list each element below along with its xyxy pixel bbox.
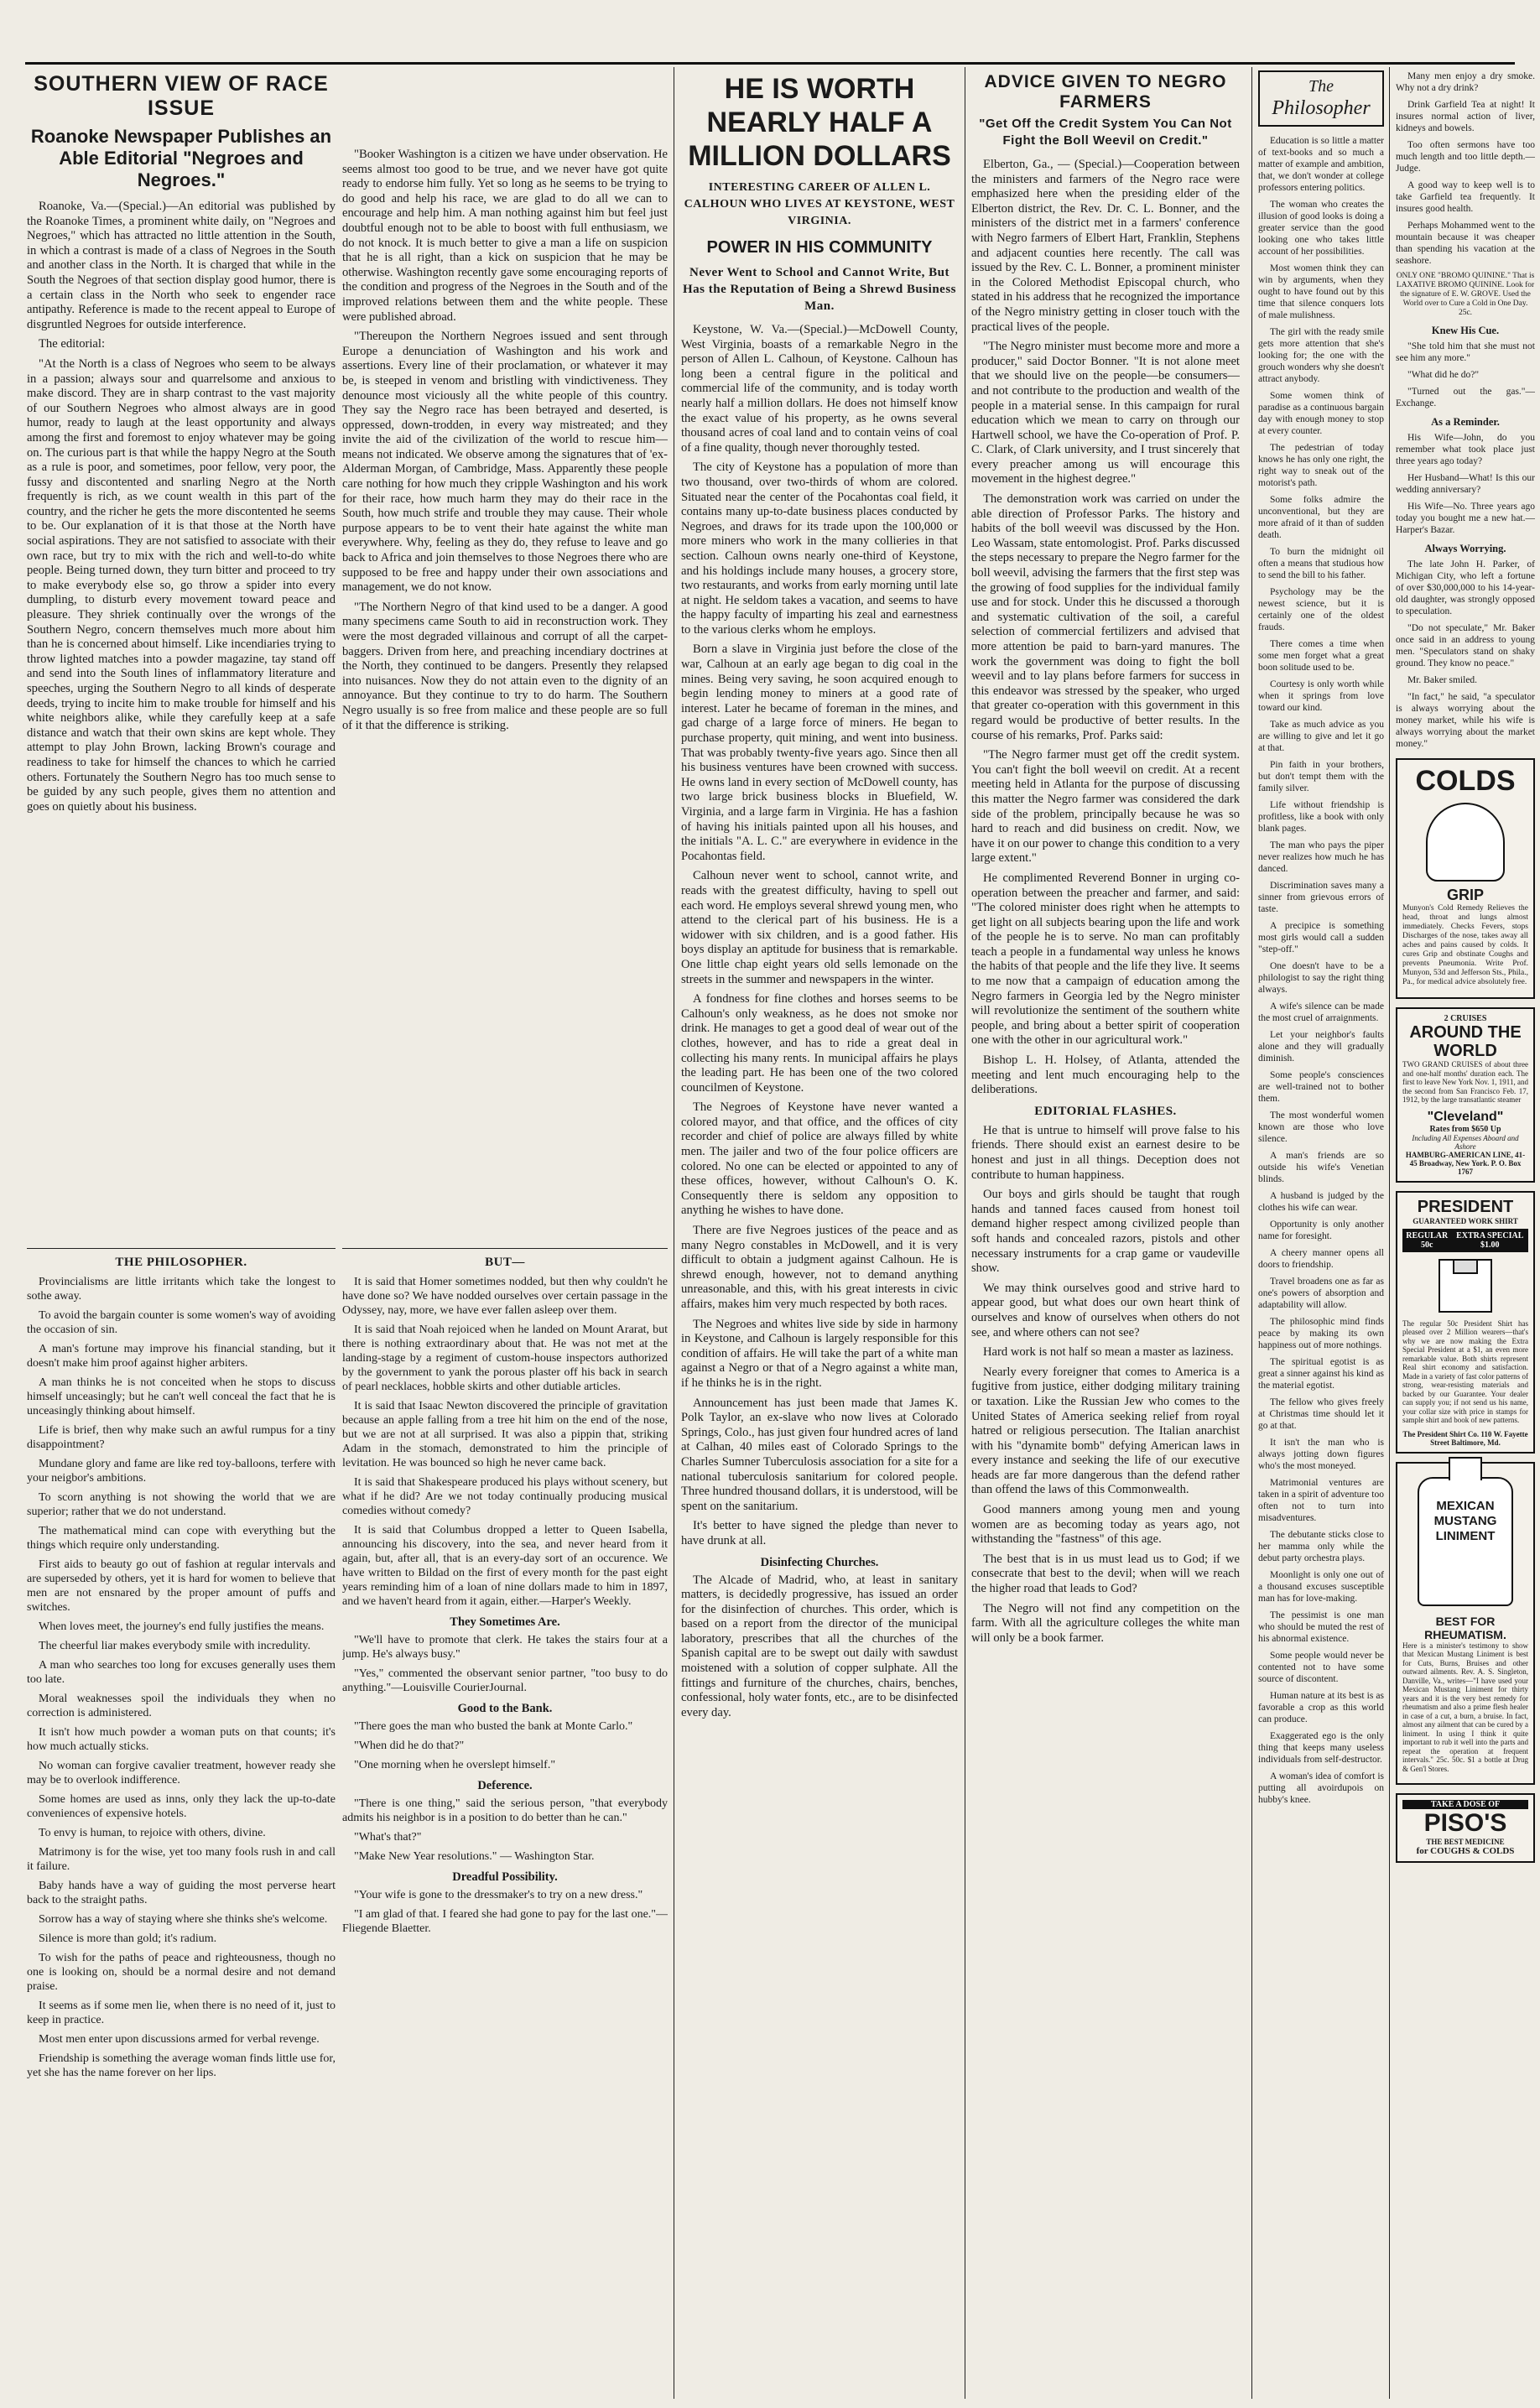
paragraph: A husband is judged by the clothes his wife can wear. bbox=[1258, 1191, 1384, 1213]
paragraph: "I am glad of that. I feared she had gone to pay for the last one."—Fliegende Blaetter. bbox=[342, 1908, 668, 1935]
headline-half-million: HE IS WORTH NEARLY HALF A MILLION DOLLARS bbox=[688, 73, 951, 172]
paragraph: He complimented Reverend Bonner in urging co-operation between the preacher and farmer, and said: "The colored minister does right when he attempts to get light on all subjects bearing upon the life and work of the people he is to serve. No man can profitably teach a people in a fundamental way unless he knows the habits of that people and the life they live. It seems to me now that a campaign of education among the Negro farmers in Georgia led by the Negro minister will revolutionize the sentiment of the southern white people, and bring about a better spirit of cooperation one with the other in our agricultural work." bbox=[971, 871, 1240, 1048]
paragraph: The Negro will not find any competition on the farm. With all the agriculture colleges the white man will only be a book farmer. bbox=[971, 1601, 1240, 1645]
paragraph: Life without friendship is profitless, like a book with only blank pages. bbox=[1258, 800, 1384, 834]
paragraph: Calhoun never went to school, cannot write, and reads with the greatest difficulty, having to spell out each word. He employs several shrewd young men, who attend to the clerical part of his business. He is a widower with six children, and is a good father. His boys display an aptitude for business that is remarkable. One little chap eight years old sells lemonade on the streets in the summer and newspapers in the winter. bbox=[681, 869, 958, 986]
paragraph: The Alcade of Madrid, who, at least in sanitary matters, is decidedly progressive, has issued an order for the disinfection of churches. This order, which is based on a report from the director of the municipal laboratory, prescribes that all the churches of the Spanish capital are to be swept out daily with sawdust moistened with a solution of copper sulphate. All the fittings and furniture of the churches, chairs, benches, confessional, holy water fonts, etc., are to be disinfected every day. bbox=[681, 1573, 958, 1719]
paragraph: Opportunity is only another name for foresight. bbox=[1258, 1220, 1384, 1241]
headline-negro-farmers: ADVICE GIVEN TO NEGRO FARMERS bbox=[984, 72, 1227, 112]
paragraph: "Booker Washington is a citizen we have under observation. He seems almost too good to be true, and we never have got quite ready to endorse him fully. Yet so long as he seems to be trying to do good and help his race, we are glad to do all we can to encourage and help him. A man nothing against him but feel just doubtful enough not to be able to boost with full enthusiasm, we do not knock. It is much better to give a man a life on suspicion that he is all right, than a kick on suspicion that he may be otherwise. Washington recently gave some encouraging reports of the condition and progress of the Negroes in the South and of the improved relations between them and the white people. These were published abroad. bbox=[342, 148, 668, 324]
ship-name: "Cleveland" bbox=[1427, 1109, 1504, 1124]
paragraph: "She told him that she must not see him any more." bbox=[1396, 341, 1535, 363]
paragraph: To avoid the bargain counter is some women's way of avoiding the occasion of sin. bbox=[27, 1309, 336, 1336]
paragraph: The girl with the ready smile gets more attention that she's looking for; the one with the grouch wonders why she doesn't attract anybody. bbox=[1258, 327, 1384, 384]
paragraph: Some folks admire the unconventional, but they are more afraid of it than of sudden death. bbox=[1258, 495, 1384, 540]
paragraph: A fondness for fine clothes and horses seems to be Calhoun's only weakness, as he does not smoke nor drink. He manages to get a good deal of wear out of the clothes, however, and has to ride a great deal in collecting his many rents. In municipal affairs he plays the leading part. He has been one of the two colored councilmen of Keystone. bbox=[681, 992, 958, 1095]
paragraph: A man thinks he is not conceited when he stops to discuss himself unceasingly; but he can't well conceal the fact that he is unceasingly thinking about himself. bbox=[27, 1376, 336, 1417]
shirt-tagline: GUARANTEED WORK SHIRT bbox=[1413, 1216, 1518, 1225]
divider bbox=[342, 1248, 668, 1249]
paragraph: "We'll have to promote that clerk. He takes the stairs four at a jump. He's always busy." bbox=[342, 1634, 668, 1661]
paragraph: It is said that Homer sometimes nodded, but then why couldn't he have done so? We have nodded ourselves over certain passage in the Odyssey, nay, more, we have ever fallen asleep over them. bbox=[342, 1276, 668, 1317]
paragraph: "When did he do that?" bbox=[354, 1740, 465, 1752]
paragraph: The Negroes of Keystone have never wanted a colored mayor, and that office, and the offices of city recorder and chief of police are always filled by white men. The jailer and two of the four police officers are colored. No one can be elected or appointed to any of these offices, however, without Calhoun's O. K. Consequently there is seldom any opposition to anything he wishes to have done. bbox=[681, 1100, 958, 1218]
paragraph: Moral weaknesses spoil the individuals they when no correction is administered. bbox=[27, 1693, 336, 1719]
paragraph: "Yes," commented the observant senior partner, "too busy to do anything."—Louisville CourierJournal. bbox=[342, 1667, 668, 1694]
colds-text: Munyon's Cold Remedy Relieves the head, throat and lungs almost immediately. Checks Fevers, stops Discharges of the nose, takes away all aches and pains caused by colds. It cures Grip and obstinate Coughs and prevents Pneumonia. Write Prof. Munyon, 53d and Jefferson Sts., Phila., Pa., for medical advice absolutely free. bbox=[1402, 904, 1528, 986]
paragraph: "What did he do?" bbox=[1407, 370, 1480, 380]
cruise-rates: Rates from $650 Up bbox=[1429, 1124, 1501, 1134]
piso-bottom: for COUGHS & COLDS bbox=[1416, 1846, 1515, 1856]
paragraph: Pin faith in your brothers, but don't tempt them with the family silver. bbox=[1258, 760, 1384, 793]
piso-tagline: THE BEST MEDICINE bbox=[1426, 1838, 1505, 1846]
paragraph: Mundane glory and fame are like red toy-balloons, terfere with your neigbor's ambitions. bbox=[27, 1458, 336, 1485]
paragraph: "Do not speculate," Mr. Baker once said in an address to young men. "Speculators stand on shaky ground. They know no peace." bbox=[1396, 623, 1535, 668]
good-to-the-bank-heading: Good to the Bank. bbox=[457, 1702, 553, 1715]
paragraph: "There is one thing," said the serious person, "that everybody admits his neighbor is in a position to do better than he can." bbox=[342, 1797, 668, 1824]
portrait-illustration bbox=[1426, 803, 1505, 882]
paragraph: "At the North is a class of Negroes who seem to be always in a passion; always sour and quarrelsome and anxious to make discord. They are in sharp contrast to the vast majority of our Southern Negroes who almost always are in good humor, ready to laugh at the least opportunity and always among the first and foremost to enjoy whatever may be going on. The curious part is that while the happy Negro at the South as a rule is poor, and sometimes, poor fellow, very poor, the fussy and discontented and snarling Negro at the North frequently is rich, as we count wealth in this part of the country, and the richer he gets the more discontented he seems to be. Our explanation of it is that those at the North have social aspirations. They are not satisfied to associate with their own race, but try to mix with the rich and well-to-do white people. Being turned down, they turn bitter and proceed to try to make everybody else so, go throw a spider into every dumpling, to disturb every movement toward peace and pleasure. They shriek continually over the wrongs of the Southern Negro, concern themselves much more about him than he is concerned about himself. Like incendiaries trying to throw lighted matches into a powder magazine, tay stand off and send into the South lines of inflammatory literature and speeches, urging the Southern Negro to all kinds of desperate deeds, trying to incite him to make trouble for himself and his white neighbors alike, while they carefully keep at a safe distance and watch that their own skins are kept whole. They attempt to play John Brown, lacking Brown's courage and readiness to take for himself the chances to which he carried others. Fortunately the Southern Negro has too much sense to be guided by any such people, gives them no attention and goes on quietly about his business. bbox=[27, 356, 336, 814]
paragraph: Human nature at its best is as favorable a crop as this world can produce. bbox=[1258, 1691, 1384, 1724]
paragraph: His Wife—No. Three years ago today you bought me a new hat.—Harper's Bazar. bbox=[1396, 502, 1535, 535]
around-the-world-ad bbox=[1396, 1007, 1535, 1183]
paragraph: "The Northern Negro of that kind used to be a danger. A good many specimens came South to aid in reconstruction work. They were the most degraded villainous and corrupt of all the carpet-baggers. Driven from here, and preaching incendiary doctrines at the North, they continued to be dangers. Presently they relapsed into nuisances. Now they do not attain even to the dignity of an annoyance. But they continue to try to do harm. The Southern Negro usually is so free from malice and these people are so full of it that the difference is striking. bbox=[342, 600, 668, 732]
but-section bbox=[342, 1241, 668, 2399]
paragraph: It isn't the man who is always jotting down figures who's the most moneyed. bbox=[1258, 1438, 1384, 1471]
but-heading: BUT— bbox=[485, 1256, 525, 1269]
paragraph: Exaggerated ego is the only thing that keeps many useless individuals from self-destructor. bbox=[1258, 1731, 1384, 1765]
shirt-brand: PRESIDENT bbox=[1417, 1197, 1514, 1216]
bottle-illustration bbox=[1418, 1477, 1513, 1606]
subhead-calhoun: INTERESTING CAREER OF ALLEN L. CALHOUN WHO LIVES AT KEYSTONE, WEST VIRGINIA. bbox=[684, 181, 955, 227]
piso-top: TAKE A DOSE OF bbox=[1402, 1800, 1528, 1809]
paragraph: Too often sermons have too much length and too little depth.—Judge. bbox=[1396, 140, 1535, 174]
paragraph: Nearly every foreigner that comes to America is a fugitive from justice, either dodging military training or taxation. Like the Russian Jew who comes to the United States of America seeking relief from royal hatred or religious persecution. The Italian anarchist with his "dynamite bomb" defying American laws in every instance and seeking the life of our executive heads are far more dangerous than the defend rather than offend the laws of this Commonwealth. bbox=[971, 1365, 1240, 1497]
column-divider bbox=[1251, 67, 1252, 2399]
paragraph: "What's that?" bbox=[354, 1831, 422, 1844]
paragraph: Baby hands have a way of guiding the most perverse heart back to the straight paths. bbox=[27, 1880, 336, 1906]
paragraph: Friendship is something the average woman finds little use for, yet she has the name forever on her lips. bbox=[27, 2052, 336, 2079]
always-worrying-heading: Always Worrying. bbox=[1424, 543, 1506, 554]
paragraph: It seems as if some men lie, when there is no need of it, just to keep in practice. bbox=[27, 2000, 336, 2026]
paragraph: A man's friends are so outside his wife's Venetian blinds. bbox=[1258, 1151, 1384, 1184]
paragraph: It is said that Columbus dropped a letter to Queen Isabella, announcing his discovery, into the sea, and never heard from it again, but, after all, that is an every-day sort of an occurence. We have written to Bildad on the first of every month for the past eight years reminding him of a loan of nine dollars made to him in 1897, and we haven't heard from it again, either.—Harper's Weekly. bbox=[342, 1524, 668, 1608]
column-3 bbox=[971, 70, 1240, 2402]
paragraph: Sorrow has a way of staying where she thinks she's welcome. bbox=[39, 1913, 328, 1926]
paragraph: The pedestrian of today knows he has only one right, the right way to sneak out of the motorist's path. bbox=[1258, 443, 1384, 488]
rheumatism-heading: BEST FOR RHEUMATISM. bbox=[1424, 1614, 1506, 1641]
headline-race-issue: SOUTHERN VIEW OF RACE ISSUE bbox=[34, 72, 329, 120]
paragraph: The editorial: bbox=[39, 337, 106, 351]
paragraph: "There goes the man who busted the bank at Monte Carlo." bbox=[354, 1720, 633, 1733]
paragraph: There comes a time when some men forget what a great boon solitude used to be. bbox=[1258, 639, 1384, 673]
cruises-count: 2 CRUISES bbox=[1444, 1014, 1487, 1023]
president-shirt-ad bbox=[1396, 1191, 1535, 1454]
paragraph: "Turned out the gas."—Exchange. bbox=[1396, 387, 1535, 408]
column-divider bbox=[1389, 67, 1390, 2399]
paragraph: The late John H. Parker, of Michigan City, who left a fortune of over $30,000,000 to his 14-year-old daughter, was strongly opposed to speculation. bbox=[1396, 559, 1535, 616]
paragraph: The fellow who gives freely at Christmas time should let it go at that. bbox=[1258, 1397, 1384, 1431]
paragraph: Bishop L. H. Holsey, of Atlanta, attended the meeting and lent much encouraging help to the deliberations. bbox=[971, 1053, 1240, 1097]
paragraph: "The Negro farmer must get off the credit system. You can't fight the boll weevil on credit. At a recent meeting held in Atlanta for the purpose of discussing this matter the Negro farmer was considered the dark side of the problem, principally because he was so hard to reach and did business on credit. Now, we have it on our power to change this condition to a very large extent." bbox=[971, 748, 1240, 866]
paragraph: Some homes are used as inns, only they lack the up-to-date conveniences of expensive hotels. bbox=[27, 1793, 336, 1820]
paragraph: Silence is more than gold; it's radium. bbox=[39, 1932, 217, 1945]
paragraph: A cheery manner opens all doors to friendship. bbox=[1258, 1248, 1384, 1270]
around-world-title: AROUND THE WORLD bbox=[1409, 1023, 1522, 1060]
shirt-company: The President Shirt Co. 110 W. Fayette Street Baltimore, Md. bbox=[1402, 1429, 1528, 1447]
cruise-line-address: HAMBURG-AMERICAN LINE, 41-45 Broadway, New York. P. O. Box 1767 bbox=[1405, 1150, 1526, 1176]
cruise-text: TWO GRAND CRUISES of about three and one-half months' duration each. The first to leave New York Nov. 1, 1911, and the second from San Francisco Feb. 17, 1912, by the large transatlantic steamer bbox=[1402, 1060, 1528, 1104]
paragraph: We may think ourselves good and strive hard to appear good, but what does our own heart think of ourselves and know of ourselves when others do not see, and where others can not see? bbox=[971, 1281, 1240, 1339]
paragraph: It's better to have signed the pledge than never to have drunk at all. bbox=[681, 1519, 958, 1547]
paragraph: A man's fortune may improve his financial standing, but it doesn't make him proof against higher arbiters. bbox=[27, 1343, 336, 1370]
divider bbox=[27, 1248, 336, 1249]
paragraph: Travel broadens one as far as one's powers of absorption and adaptability will allow. bbox=[1258, 1277, 1384, 1310]
paragraph: The pessimist is one man who should be muted the rest of his abnormal existence. bbox=[1258, 1610, 1384, 1644]
paragraph: The man who pays the piper never realizes how much he has danced. bbox=[1258, 840, 1384, 874]
paragraph: "Make New Year resolutions." — Washington Star. bbox=[354, 1850, 595, 1863]
paragraph: Let your neighbor's faults alone and they will gradually diminish. bbox=[1258, 1030, 1384, 1064]
philosopher-heading: THE PHILOSOPHER. bbox=[115, 1256, 247, 1269]
race-issue-col-a bbox=[27, 200, 336, 819]
paragraph: Keystone, W. Va.—(Special.)—McDowell County, West Virginia, boasts of a remarkable Negro in the person of Allen L. Calhoun, of Keystone. Calhoun has long been a central figure in the political and commercial life of the community, and is today worth nearly half a million dollars. He does not himself know the exact value of his property, as he owns several thousand acres of coal land and to contain veins of coal of a fine quality, though never thoroughly tested. bbox=[681, 323, 958, 455]
quinine-notice: ONLY ONE "BROMO QUININE." That is LAXATIVE BROMO QUININE. Look for the signature of E. W. GROVE. Used the World over to Cure a Cold in One Day. 25c. bbox=[1396, 272, 1535, 317]
column-1 bbox=[27, 70, 336, 819]
paragraph: To wish for the paths of peace and righteousness, though no one is looking on, should be a normal desire and not demand praise. bbox=[27, 1952, 336, 1993]
as-a-reminder-heading: As a Reminder. bbox=[1431, 416, 1500, 428]
shirt-extra-price: EXTRA SPECIAL $1.00 bbox=[1456, 1230, 1524, 1250]
masthead-title: Philosopher bbox=[1272, 97, 1371, 119]
dreadful-possibility-heading: Dreadful Possibility. bbox=[452, 1870, 558, 1884]
paragraph: His Wife—John, do you remember what took place just three years ago today? bbox=[1396, 433, 1535, 466]
colds-title: COLDS bbox=[1415, 765, 1516, 797]
top-rule bbox=[25, 62, 1515, 65]
paragraph: "Your wife is gone to the dressmaker's to try on a new dress." bbox=[354, 1889, 643, 1901]
paragraph: Some people would never be contented not to have some source of discontent. bbox=[1258, 1651, 1384, 1684]
paragraph: Matrimonial ventures are taken in a spirit of adventure too often not to turn into misadventures. bbox=[1258, 1478, 1384, 1523]
paragraph: It isn't how much powder a woman puts on that counts; it's how much actually sticks. bbox=[27, 1726, 336, 1753]
cruise-inclusions: Including All Expenses Aboard and Ashore bbox=[1412, 1133, 1519, 1151]
shirt-illustration bbox=[1439, 1259, 1492, 1313]
paragraph: "The Negro minister must become more and more a producer," said Doctor Bonner. "It is not alone meet that we should live on the people—be consumers—and not contribute to the production and wealth of the people in a material sense. In this campaign for rural education which we mean to carry on through our Hartwell school, we have the Co-operation of Prof. P. C. Clark, of Clark university, and I trust sincerely that every preacher among us will encourage this movement in the highest degree." bbox=[971, 340, 1240, 486]
paragraph: The cheerful liar makes everybody smile with incredulity. bbox=[39, 1640, 311, 1652]
paragraph: It is said that Isaac Newton discovered the principle of gravitation because an apple falling from a tree hit him on the end of the nose, but we are not at all surprised. It was also a pippin that, striking Adam in the stomach, demonstrated to him the principle of levitation. He was bounced so high he never came back. bbox=[342, 1400, 668, 1469]
bottle-label: MEXICAN MUSTANG LINIMENT bbox=[1433, 1498, 1497, 1543]
paragraph: When loves meet, the journey's end fully justifies the means. bbox=[39, 1620, 325, 1633]
they-sometimes-are-heading: They Sometimes Are. bbox=[450, 1615, 560, 1629]
paragraph: Born a slave in Virginia just before the close of the war, Calhoun at an early age began to dig coal in the mines. Being very saving, he soon acquired enough to begin lending money to miners at a good rate of interest. Later he became of foreman in the mines, and gad charge of a large force of miners. He began to purchase property, quit mining, and went into business. That was probably twenty-five years ago. Since then all his business ventures have been crowned with success. He owns land in every section of McDowell county, has two large brick business blocks in Bluefield, W. Virginia, and a large farm in Virginia. He has a fashion of having his initials painted upon all his houses, and the initials "A. L. C." are everywhere in evidence in the Pocahontas field. bbox=[681, 642, 958, 863]
paragraph: "Thereupon the Northern Negroes issued and sent through Europe a denunciation of Washington and his work and assertions. Every line of their proclamation, or whatever it may be, is steeped in venom and bristling with vindictiveness. They denounce most viciously all the white people of this country. They say the Negro race has been betrayed and deserted, is oppressed, down-trodden, in every way mistreated; and they invite the aid of the civilization of the world to rescue him—means not indicated. We observe among the signatures that of 'ex-Alderman Morgan, of Cambridge, Mass. Apparently these people care nothing for how much they cripple Washington and his work for their race, how much harm they may do their race in the South, how much strife and trouble they may cause. Their whole purpose appears to be to vent their hate against the white man everywhere. Why, feeling as they do, they refuse to leave and go back to Africa and join themselves to those Negroes there who are supposed to be free and happy under their own associations and management, we do not know. bbox=[342, 330, 668, 595]
paragraph: Some people's consciences are well-trained not to bother them. bbox=[1258, 1070, 1384, 1104]
paragraph: Take as much advice as you are willing to give and let it go at that. bbox=[1258, 720, 1384, 753]
paragraph: Elberton, Ga., — (Special.)—Cooperation between the ministers and farmers of the Negro race were emphasized here when the presiding elder of the Elberton district, the Rev. Dr. C. L. Bonner, and the ministers of the district met in a farmers' conference with Negro farmers of Elbert Hart, Franklin, Stephens and adjacent counties here recently. The call was issued by the Rev. C. L. Bonner, a prominent minister in the Colored Methodist Episcopal church, who stated in his address that he recognized the importance of the Negro ministry getting in closer touch with the practical lives of the people. bbox=[971, 158, 1240, 334]
paragraph: First aids to beauty go out of fashion at regular intervals and are superseded by others, yet it is hard for women to believe that men are not ensnared by the proper amount of puffs and switches. bbox=[27, 1558, 336, 1614]
paragraph: The city of Keystone has a population of more than two thousand, over two-thirds of whom are colored. Situated near the center of the Pocahontas coal field, it contains many up-to-date business places conducted by Negroes, and draws for its trade upon the 100,000 or more miners who work in the many collieries in that section. Calhoun owns nearly one-third of Keystone, and his holdings include many houses, a grocery store, two restaurants, and works from early morning until late at night. He seldom takes a vacation, and seems to have the happy faculty of imparting his zeal and earnestness to the various clerks whom he employs. bbox=[681, 460, 958, 637]
paragraph: Mr. Baker smiled. bbox=[1407, 675, 1478, 685]
paragraph: A woman's idea of comfort is putting all avoirdupois on hubby's knee. bbox=[1258, 1771, 1384, 1805]
paragraph: One doesn't have to be a philologist to say the right thing always. bbox=[1258, 961, 1384, 995]
paragraph: To envy is human, to rejoice with others, divine. bbox=[39, 1827, 266, 1839]
shirt-regular-price: REGULAR 50c bbox=[1406, 1230, 1449, 1250]
column-5 bbox=[1396, 70, 1535, 2402]
paragraph: A man who searches too long for excuses generally uses them too late. bbox=[27, 1659, 336, 1686]
paragraph: Most women think they can win by arguments, when they ought to have found out by this time that silence conquers lots of male mulishness. bbox=[1258, 263, 1384, 320]
paragraph: Provincialisms are little irritants which take the longest to sothe away. bbox=[27, 1276, 336, 1303]
philosopher-masthead bbox=[1258, 70, 1384, 127]
paragraph: Hard work is not half so mean a master as laziness. bbox=[983, 1345, 1234, 1360]
disinfecting-churches-heading: Disinfecting Churches. bbox=[760, 1555, 879, 1569]
paragraph: Discrimination saves many a sinner from grievous errors of taste. bbox=[1258, 881, 1384, 914]
deference-heading: Deference. bbox=[477, 1779, 533, 1792]
paragraph: It is said that Shakespeare produced his plays without scenery, but what if he did? Are we not today continually producing musical comedies without comedy? bbox=[342, 1476, 668, 1517]
paragraph: Most men enter upon discussions armed for verbal revenge. bbox=[39, 2033, 320, 2046]
paragraph: Life is brief, then why make such an awful rumpus for a tiny disappointment? bbox=[27, 1424, 336, 1451]
paragraph: Many men enjoy a dry smoke. Why not a dry drink? bbox=[1396, 71, 1535, 93]
paragraph: There are five Negroes justices of the peace and as many Negro constables in McDowell, and it is very difficult to obtain a judgment against Calhoun. He is shrewd enough, however, not to demand anything unreasonable, and this, with his great interests in civic affairs, makes him very much respected by both races. bbox=[681, 1224, 958, 1311]
column-4 bbox=[1258, 70, 1384, 2402]
paragraph: It is said that Noah rejoiced when he landed on Mount Ararat, but there is nothing extraordinary about that. He was not met at the landing-stage by a regiment of custom-house inspectors authorized by the government to yank the porous plaster off his back in search of pearl necklaces, hobble skirts and other dutiable articles. bbox=[342, 1324, 668, 1393]
paragraph: Education is so little a matter of text-books and so much a matter of example and ambition, that, we don't wonder at college professors entering politics. bbox=[1258, 136, 1384, 193]
subhead-credit: "Get Off the Credit System You Can Not Fight the Boll Weevil on Credit." bbox=[979, 117, 1232, 148]
editorial-flashes-heading: EDITORIAL FLASHES. bbox=[1034, 1104, 1177, 1118]
paragraph: Perhaps Mohammed went to the mountain because it was cheaper than spending his vacation at the seashore. bbox=[1396, 221, 1535, 266]
paragraph: Our boys and girls should be taught that rough hands and tanned faces caused from honest toil demand higher respect among civilized people than soft hands and concealed razors, pistols and other necessary instruments for a crap game or vaudeville show. bbox=[971, 1188, 1240, 1276]
column-1b bbox=[342, 70, 668, 738]
philosopher-section bbox=[27, 1241, 336, 2399]
paragraph: "One morning when he overslept himself." bbox=[354, 1759, 556, 1771]
mustang-liniment-ad bbox=[1396, 1462, 1535, 1786]
paragraph: No woman can forgive cavalier treatment, however ready she may be to overlook indifference. bbox=[27, 1760, 336, 1786]
deck-race-issue: Roanoke Newspaper Publishes an Able Editorial "Negroes and Negroes." bbox=[30, 126, 332, 190]
paragraph: Psychology may be the newest science, but it is certainly one of the oldest frauds. bbox=[1258, 587, 1384, 632]
paragraph: Roanoke, Va.—(Special.)—An editorial was published by the Roanoke Times, a prominent white daily, on "Negroes and Negroes," which has attracted no little attention in the South, in which a contrast is made of a class of Negroes in the South and another class in the North. It is charged that while in the South the Negroes of that section display good humor, there is a certain class in the North who seek to engender race antipathy. Reference is made to the recent appeal to Europe of disgruntled Negroes for outside interference. bbox=[27, 200, 336, 331]
paragraph: The most wonderful women known are those who love silence. bbox=[1258, 1110, 1384, 1144]
headline-power: POWER IN HIS COMMUNITY bbox=[706, 238, 933, 257]
masthead-the: The bbox=[1308, 77, 1334, 96]
knew-his-cue-heading: Knew His Cue. bbox=[1431, 325, 1500, 336]
paragraph: The debutante sticks close to her mamma only while the debut party orchestra plays. bbox=[1258, 1530, 1384, 1563]
rheumatism-text: Here is a minister's testimony to show that Mexican Mustang Liniment is best for Cuts, Burns, Bruises and other outward ailments. Rev. A. S. Singleton, Danville, Va., writes—"I have used your Mexican Mustang Liniment for thirty years and it is the very best remedy for rheumatism and also a prime flesh healer in case of a cut, a burn, a bruise. In fact, almost any ailment that can be cured by a liniment. In using I think it quite important to rub it well into the parts and repeat the operation at frequent intervals." 25c. 50c. $1 a bottle at Drug & Gen'l Stores. bbox=[1402, 1641, 1528, 1773]
paragraph: A wife's silence can be made the most cruel of arraignments. bbox=[1258, 1001, 1384, 1023]
paragraph: The demonstration work was carried on under the able direction of Professor Parks. The history and habits of the boll weevil was discussed by the Hon. Leo Wassam, state entomologist. Prof. Parks discussed the steps necessary to prepare the Negro farmer for the boll weevil, advising the farmers that the first step was the growing of food supplies for the individual family use and for stock. Under this he discussed a thorough and systematic cultivation of the soil, a careful selection of commercial fertilizers and advised that more attention be paid to barn-yard manures. The work the government was doing to fight the boll weevil and to lay plans before farmers for success in this endeavor was stressed by the speaker, who urged that greater co-operation with this government in this regard would be productive of better results. In the course of his remarks, Prof. Parks said: bbox=[971, 492, 1240, 742]
paragraph: A precipice is something most girls would call a sudden "step-off." bbox=[1258, 921, 1384, 954]
colds-ad bbox=[1396, 758, 1535, 999]
race-issue-body bbox=[27, 200, 336, 819]
paragraph: Matrimony is for the wise, yet too many fools rush in and call it failure. bbox=[27, 1846, 336, 1873]
paragraph: The Negroes and whites live side by side in harmony in Keystone, and Calhoun is largely responsible for this condition of affairs. He will take the part of a white man against a Negro or that of a Negro against a white man, if he thinks he is in the right. bbox=[681, 1317, 958, 1390]
paragraph: The philosophic mind finds peace by making its own happiness out of more nothings. bbox=[1258, 1317, 1384, 1350]
column-2 bbox=[681, 70, 958, 2402]
paragraph: To scorn anything is not showing the world that we are superior; rather that we do not understand. bbox=[27, 1491, 336, 1518]
paragraph: Drink Garfield Tea at night! It insures normal action of liver, kidneys and bowels. bbox=[1396, 100, 1535, 133]
paragraph: Announcement has just been made that James K. Polk Taylor, an ex-slave who now lives at Colorado Springs, Colo., has just given four hundred acres of land at Calhan, 40 miles east of Colorado Springs to the Charles Sumner Tuberculosis association for a site for a national tuberculosis sanitarium for colored people. Three hundred thousand dollars, it is understood, will be spent on the sanitarium. bbox=[681, 1396, 958, 1513]
pisos-ad bbox=[1396, 1793, 1535, 1863]
paragraph: The best that is in us must lead us to God; if we consecrate that best to the devil; when will we reach the higher road that leads to God? bbox=[971, 1552, 1240, 1596]
shirt-text: The regular 50c President Shirt has pleased over 2 Million wearers—that's why we are now making the Extra Special President at a $1, an even more remarkable value. Both shirts represent Real shirt economy and satisfaction. Made in a variety of fast color patterns of strong, wear-resisting materials and backed by our Guarantee. Your dealer can supply you; if not send us his name, your collar size with price in stamps for sample shirt and book of new patterns. bbox=[1402, 1318, 1528, 1424]
piso-brand: PISO'S bbox=[1423, 1809, 1507, 1837]
paragraph: The mathematical mind can cope with everything but the things which require only understanding. bbox=[27, 1525, 336, 1552]
paragraph: Courtesy is only worth while when it springs from love toward our kind. bbox=[1258, 679, 1384, 713]
paragraph: Some women think of paradise as a continuous bargain day with enough money to stop at every counter. bbox=[1258, 391, 1384, 436]
paragraph: To burn the midnight oil often a means that studious how to send the bill to his father. bbox=[1258, 547, 1384, 580]
paragraph: Her Husband—What! Is this our wedding anniversary? bbox=[1396, 473, 1535, 495]
paragraph: Good manners among young men and young women are as becoming today as years ago, not withstanding the "fastness" of this age. bbox=[971, 1503, 1240, 1547]
grip-label: GRIP bbox=[1446, 887, 1484, 903]
paragraph: The spiritual egotist is as great a sinner against his kind as the material egotist. bbox=[1258, 1357, 1384, 1391]
paragraph: A good way to keep well is to take Garfield tea frequently. It insures good health. bbox=[1396, 180, 1535, 214]
paragraph: He that is untrue to himself will prove false to his friends. There should exist an earnest desire to be honest and just in all things. Deception does not contribute to human happiness. bbox=[971, 1123, 1240, 1182]
subhead-power: Never Went to School and Cannot Write, But Has the Reputation of Being a Shrewd Business Man. bbox=[682, 266, 957, 313]
paragraph: The woman who creates the illusion of good looks is doing a greater service than the good looking one who takes little account of her possibilities. bbox=[1258, 200, 1384, 257]
paragraph: Moonlight is only one out of a thousand excuses susceptible man has for love-making. bbox=[1258, 1570, 1384, 1604]
paragraph: "In fact," he said, "a speculator is always worrying about the money market, while his wife is always worrying about the market money." bbox=[1396, 692, 1535, 749]
